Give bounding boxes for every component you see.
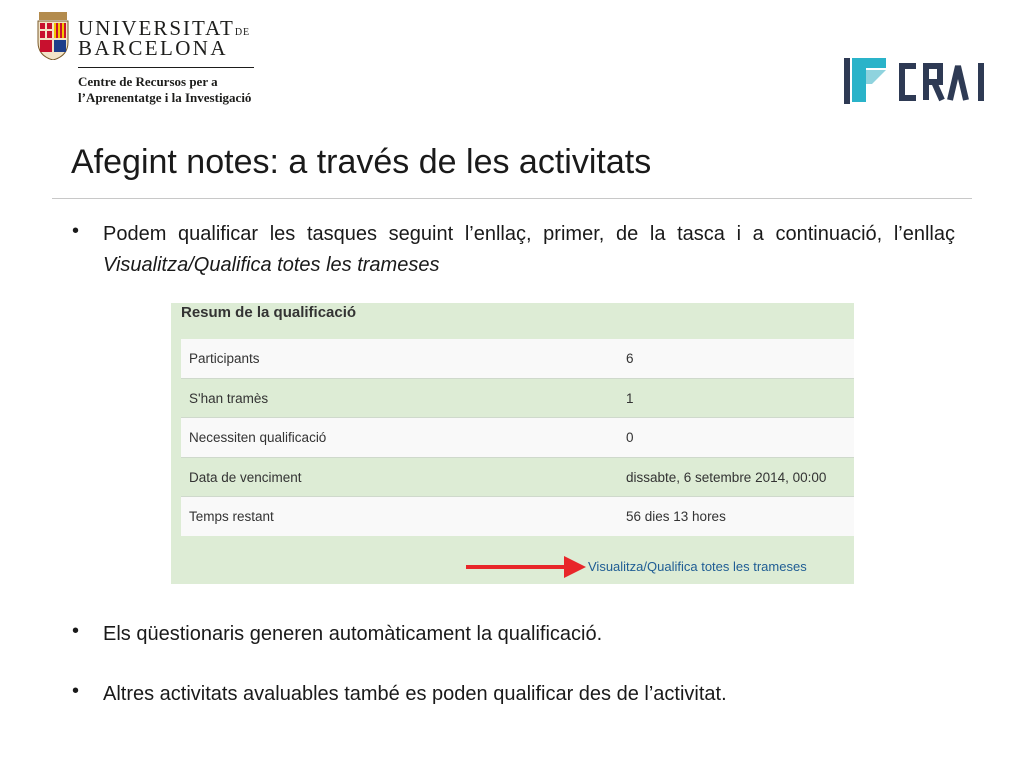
bullet-text-1-italic: Visualitza/Qualifica totes les trameses <box>103 254 440 276</box>
summary-row-value: 1 <box>626 391 634 406</box>
bullet-text-2: Els qüestionaris generen automàticament la qualificació. <box>103 623 603 645</box>
centre-name: Centre de Recursos per a l’Aprenentatge i la Investigació <box>78 74 252 105</box>
bullet-marker: • <box>72 680 80 702</box>
summary-row-label: Necessiten qualificació <box>189 430 327 445</box>
summary-row <box>181 339 854 378</box>
summary-row-label: Participants <box>189 351 260 366</box>
grading-summary-panel <box>171 303 854 584</box>
summary-row-value: 6 <box>626 351 634 366</box>
logo-divider <box>78 67 254 68</box>
summary-row <box>181 418 854 457</box>
university-name-line1: UNIVERSITATDE <box>78 16 251 40</box>
summary-row-label: S'han tramès <box>189 391 269 406</box>
university-name-line2: BARCELONA <box>78 36 228 60</box>
summary-row <box>181 497 854 536</box>
bullet-marker: • <box>72 220 80 242</box>
summary-row-value: 0 <box>626 430 634 445</box>
summary-row-value: 56 dies 13 hores <box>626 509 726 524</box>
title-divider <box>52 198 972 199</box>
red-arrow-icon <box>464 553 588 581</box>
summary-row-label: Data de venciment <box>189 470 302 485</box>
grading-summary-title: Resum de la qualificació <box>181 304 357 321</box>
view-grade-all-submissions-link[interactable]: Visualitza/Qualifica totes les trameses <box>588 559 807 574</box>
bullet-text-1: Podem qualificar les tasques seguint l’enllaç, primer, de la tasca i a continuació, l’enllaç Visualitza/Qualifica totes les trameses <box>103 223 955 276</box>
university-crest-icon <box>36 12 70 60</box>
slide-title: Afegint notes: a través de les activitats <box>71 143 652 181</box>
bullet-text-3: Altres activitats avaluables també es poden qualificar des de l’activitat. <box>103 683 727 705</box>
summary-row <box>181 458 854 497</box>
bullet-marker: • <box>72 620 80 642</box>
summary-row <box>181 379 854 418</box>
university-logo <box>36 12 286 112</box>
crai-logo <box>842 54 988 106</box>
summary-row-label: Temps restant <box>189 509 274 524</box>
summary-row-value: dissabte, 6 setembre 2014, 00:00 <box>626 470 827 485</box>
